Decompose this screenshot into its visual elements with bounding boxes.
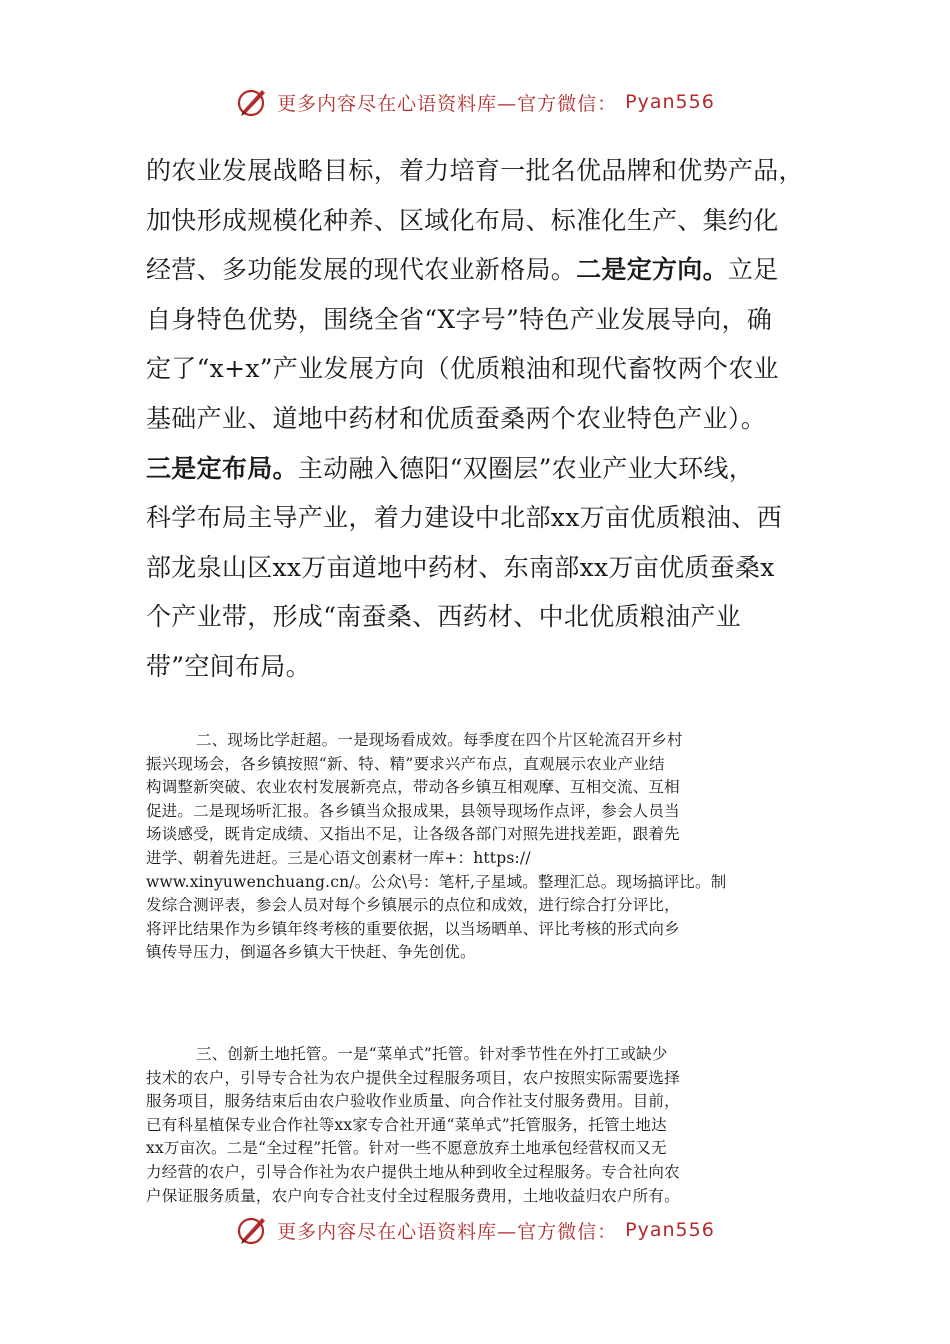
paragraph-line: 力经营的农户，引导合作社为农户提供土地从种到收全过程服务。专合社向农 [146, 1162, 680, 1181]
main-line: 的农业发展战略目标，着力培育一批名优品牌和优势产品， [146, 156, 804, 185]
paragraph-line: 服务项目，服务结束后由农户验收作业质量、向合作社支付服务费用。目前， [146, 1092, 680, 1111]
paragraph-line: xx万亩次。二是“全过程”托管。针对一些不愿意放弃土地承包经营权而又无 [146, 1139, 667, 1158]
footer-banner [0, 1208, 950, 1252]
paragraph-line: 构调整新突破、农业农村发展新亮点，带动各乡镇互相观摩、互相交流、互相 [146, 778, 680, 797]
header-banner-text: 更多内容尽在心语资料库—官方微信： [277, 92, 618, 115]
paragraph-line: 将评比结果作为乡镇年终考核的重要依据，以当场晒单、评比考核的形式向乡 [146, 919, 680, 938]
paragraph-line: 二、现场比学赶超。一是现场看成效。每季度在四个片区轮流召开乡村 [196, 731, 683, 749]
paragraph-line: 促进。二是现场听汇报。各乡镇当众报成果，县领导现场作点评，参会人员当 [146, 801, 680, 820]
main-line: 部龙泉山区xx万亩道地中药材、东南部xx万亩优质蚕桑x [146, 552, 775, 582]
main-line: 带”空间布局。 [146, 651, 311, 681]
paragraph-line: 镇传导压力，倒逼各乡镇大干快赶、争先创优。 [146, 943, 476, 962]
footer-wechat-account: Pyan556 [625, 1219, 715, 1241]
main-line: 加快形成规模化种养、区域化布局、标准化生产、集约化 [146, 205, 779, 235]
paragraph-line: 三、创新土地托管。一是“菜单式”托管。针对季节性在外打工或缺少 [196, 1045, 668, 1063]
header-banner [0, 80, 950, 124]
paragraph-line: 场谈感受，既肯定成绩、又指出不足，让各级各部门对照先进找差距，跟着先 [146, 825, 680, 844]
paragraph-line: www.xinyuwenchuang.cn/。公众\号：笔杆,子星域。整理汇总。现场搞评比。制 [146, 872, 727, 891]
header-wechat-account: Pyan556 [625, 91, 715, 113]
section-three-paragraph [146, 1043, 806, 1208]
main-line: 个产业带，形成“南蚕桑、西药材、中北优质粮油产业 [146, 602, 741, 632]
section-two-paragraph [146, 729, 806, 965]
paragraph-line: 进学、朝着先进赶。三是心语文创素材一库+：https:// [146, 848, 531, 867]
footer-banner-text: 更多内容尽在心语资料库—官方微信： [277, 1220, 618, 1243]
bold-heading-layout: 三是定布局。 [146, 453, 298, 483]
paragraph-line: 户保证服务质量，农户向专合社支付全过程服务费用，土地收益归农户所有。 [146, 1186, 680, 1205]
paragraph-line: 发综合测评表，参会人员对每个乡镇展示的点位和成效，进行综合打分评比， [146, 896, 680, 915]
pen-circle-logo-icon [235, 1213, 269, 1247]
main-line: 定了“x+x”产业发展方向（优质粮油和现代畜牧两个农业 [146, 354, 779, 384]
main-line: 基础产业、道地中药材和优质蚕桑两个农业特色产业）。 [146, 403, 767, 433]
main-line: 科学布局主导产业，着力建设中北部xx万亩优质粮油、西 [146, 503, 783, 533]
paragraph-line: 技术的农户，引导专合社为农户提供全过程服务项目，农户按照实际需要选择 [146, 1068, 680, 1087]
main-line: 自身特色优势，围绕全省“X字号”特色产业发展导向，确 [146, 304, 773, 334]
paragraph-line: 振兴现场会，各乡镇按照“新、特、精”要求兴产布点，直观展示农业产业结 [146, 754, 665, 773]
main-line: 经营、多功能发展的现代农业新格局。二是定方向。立足 [146, 255, 779, 285]
main-line: 三是定布局。主动融入德阳“双圈层”农业产业大环线， [146, 453, 755, 483]
main-paragraph [146, 146, 806, 692]
bold-heading-direction: 二是定方向。 [576, 255, 728, 285]
paragraph-line: 已有科星植保专业合作社等xx家专合社开通“菜单式”托管服务，托管土地达 [146, 1115, 667, 1134]
pen-circle-logo-icon [235, 85, 269, 119]
